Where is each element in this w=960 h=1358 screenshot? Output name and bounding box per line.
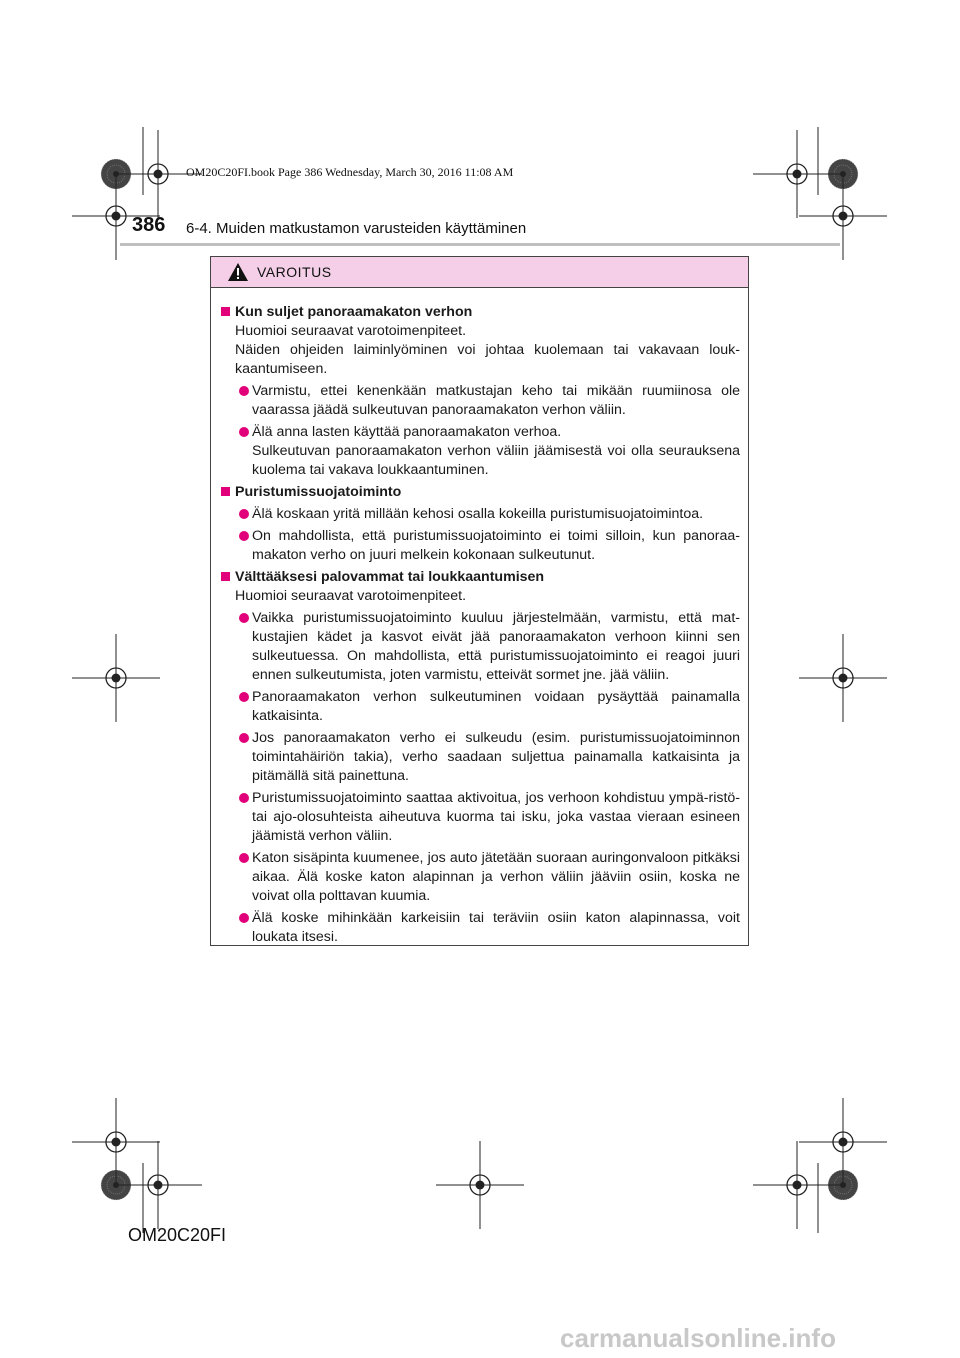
bullet-dot-icon (239, 613, 249, 623)
bullet-item (221, 505, 740, 524)
site-watermark: carmanualsonline.info (560, 1323, 836, 1353)
bullet-dot-icon (239, 509, 249, 519)
bullet-item (221, 789, 740, 846)
square-bullet-icon (221, 307, 230, 316)
section-heading (221, 303, 740, 322)
bullet-item (221, 729, 740, 786)
bullet-dot-icon (239, 793, 249, 803)
page-number: 386 (132, 214, 166, 236)
warning-box (210, 256, 749, 946)
bullet-dot-icon (239, 733, 249, 743)
bullet-item (221, 527, 740, 565)
bullet-dot-icon (239, 853, 249, 863)
section-heading (221, 483, 740, 502)
warning-title: VAROITUS (257, 264, 332, 280)
warning-header (211, 257, 748, 288)
section-heading-text: Kun suljet panoraamakaton verhon (235, 304, 473, 320)
intro-text: Näiden ohjeiden laiminlyöminen voi johtaa kuolemaan tai vakavaan louk-kaantumiseen. (235, 342, 740, 377)
bullet-item (221, 609, 740, 685)
bullet-item (221, 688, 740, 726)
bullet-text: Panoraamakaton verhon sulkeutuminen voidaan pysäyttää painamalla katkaisinta. (252, 689, 740, 724)
intro-text: Huomioi seuraavat varotoimenpiteet. (235, 323, 467, 339)
book-file-info: OM20C20FI.book Page 386 Wednesday, March 30, 2016 11:08 AM (186, 165, 514, 179)
bullet-text: Älä koskaan yritä millään kehosi osalla kokeilla puristumisuojatoimintoa. (252, 506, 704, 522)
bullet-item (221, 382, 740, 420)
bullet-item (221, 849, 740, 906)
header-rule (120, 243, 840, 246)
bullet-dot-icon (239, 692, 249, 702)
square-bullet-icon (221, 572, 230, 581)
warning-body (211, 288, 748, 947)
bullet-text: Varmistu, ettei kenenkään matkustajan keho tai mikään ruumiinosa ole vaarassa jäädä sulkeutuvan panoraamakaton verhon väliin. (252, 383, 740, 418)
bullet-dot-icon (239, 913, 249, 923)
bullet-text: Jos panoraamakaton verho ei sulkeudu (esim. puristumissuojatoiminnon toimintahäiriön takia), verho saadaan suljettua painamalla katkaisinta ja pitämällä sitä painettuna. (252, 730, 740, 784)
warning-triangle-icon (227, 262, 249, 282)
manual-code: OM20C20FI (128, 1225, 227, 1245)
bullet-text: Älä anna lasten käyttää panoraamakaton verhoa. Sulkeutuvan panoraamakaton verhon väliin jäämisestä voi olla seurauksena kuolema tai vakava loukkaantuminen. (252, 424, 740, 478)
section-heading-text: Puristumissuojatoiminto (235, 484, 402, 500)
bullet-text: Katon sisäpinta kuumenee, jos auto jätetään suoraan auringonvaloon pitkäksi aikaa. Älä koske katon alapinnan ja verhon väliin jääviin osiin, koska ne voivat olla polttavan kuumia. (252, 850, 740, 904)
bullet-dot-icon (239, 531, 249, 541)
bullet-item (221, 909, 740, 947)
bullet-text: Puristumissuojatoiminto saattaa aktivoitua, jos verhoon kohdistuu ympä-ristö- tai ajo-olosuhteista aiheutuva kuorma tai isku, joka vastaa vieraan esineen jäämistä verhon väliin. (252, 790, 740, 844)
bullet-item (221, 423, 740, 480)
intro-text: Huomioi seuraavat varotoimenpiteet. (235, 588, 467, 604)
bullet-text: On mahdollista, että puristumissuojatoiminto ei toimi silloin, kun panoraa-makaton verho on juuri melkein kokonaan sulkeutunut. (252, 528, 740, 563)
square-bullet-icon (221, 487, 230, 496)
section-heading-text: Välttääksesi palovammat tai loukkaantumisen (235, 569, 545, 585)
section-heading (221, 568, 740, 587)
bullet-dot-icon (239, 427, 249, 437)
bullet-text: Vaikka puristumissuojatoiminto kuuluu järjestelmään, varmistu, että mat-kustajien kädet ja kasvot eivät jää panoraamakaton verhoon kiinni sen sulkeutuessa. On mahdollista, että puristumissuojatoiminto ei reagoi juuri ennen sulkeutumista, joten varmistu, etteivät sormet jne. jää väliin. (252, 610, 740, 683)
section-title: 6-4. Muiden matkustamon varusteiden käyttäminen (186, 220, 527, 237)
bullet-text: Älä koske mihinkään karkeisiin tai teräviin osiin katon alapinnassa, voit loukata itsesi. (252, 910, 740, 945)
bullet-dot-icon (239, 386, 249, 396)
